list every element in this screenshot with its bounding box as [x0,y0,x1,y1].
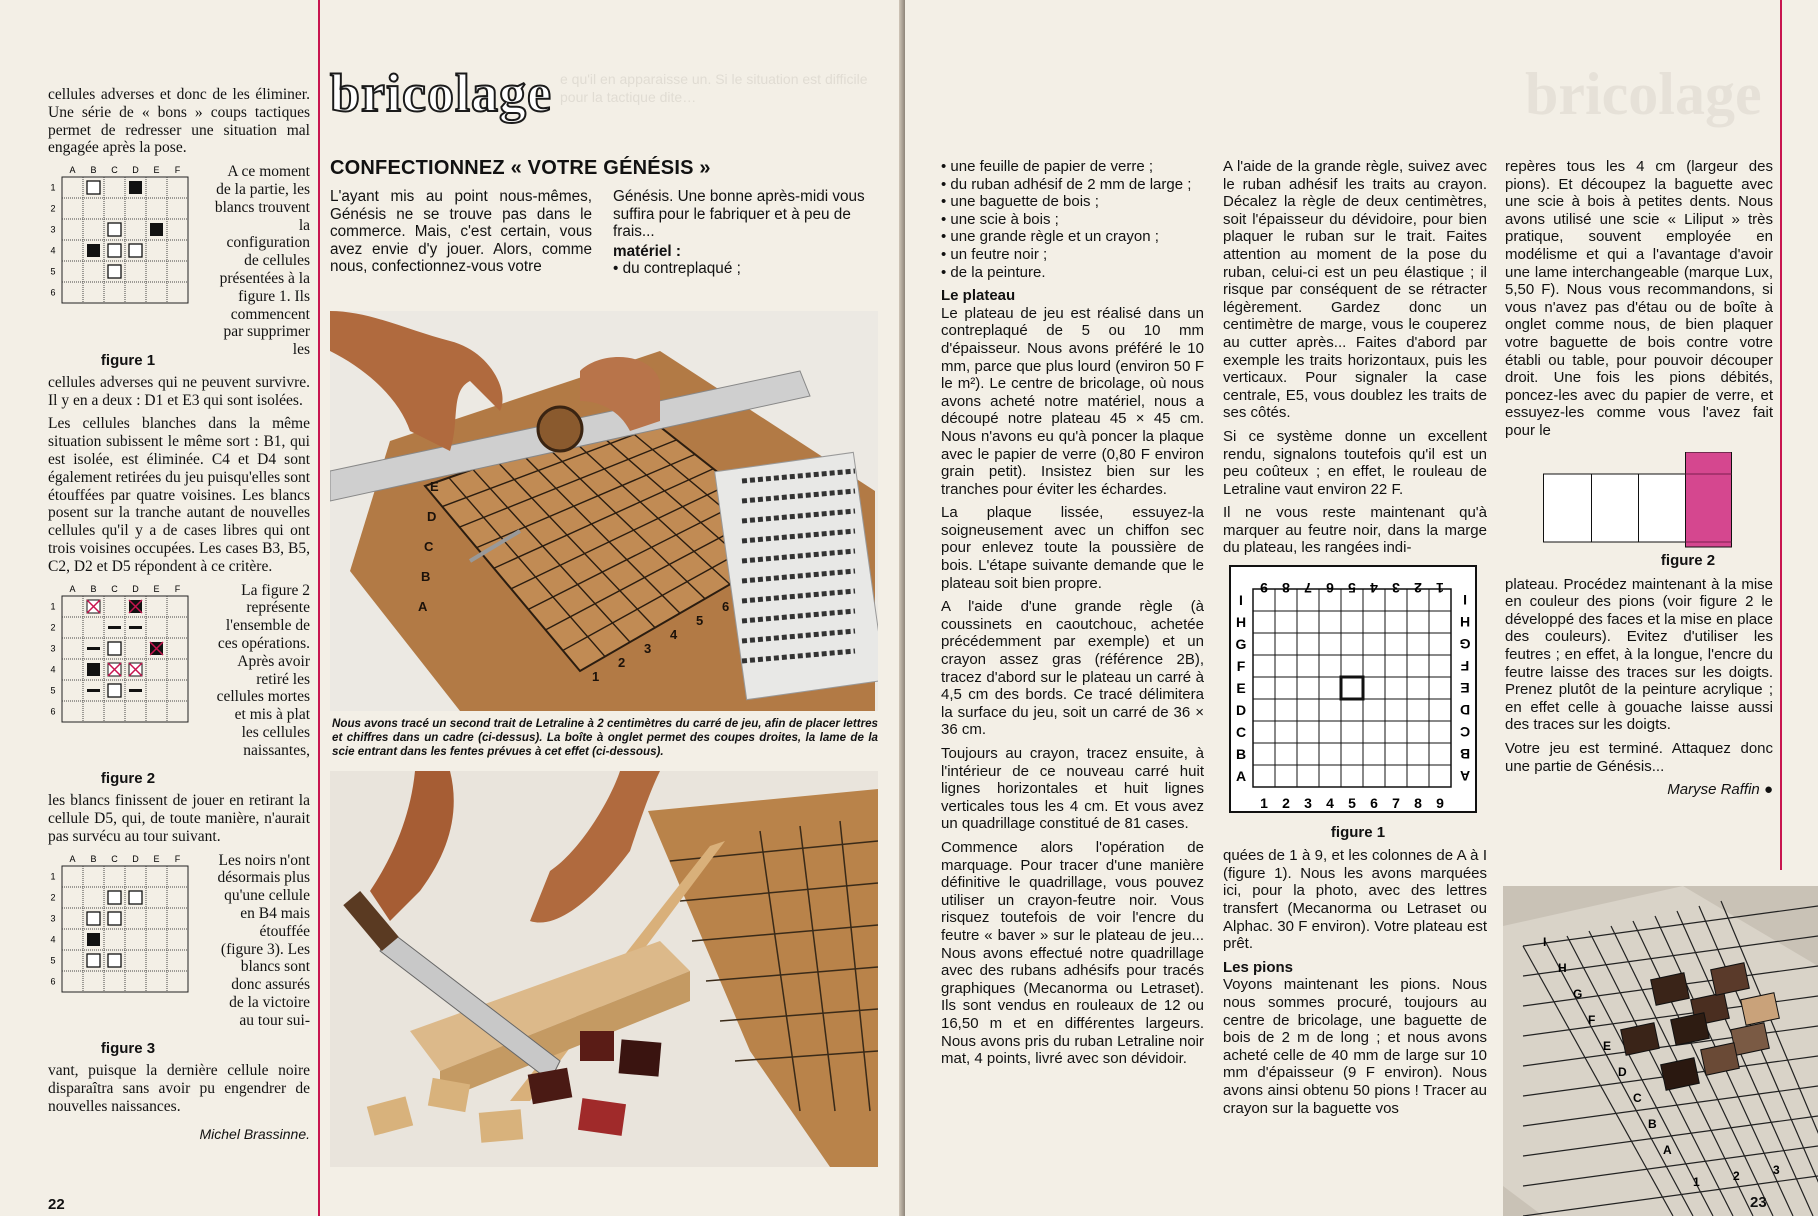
plateau-paragraph-3: A l'aide d'une grande règle (à coussinets en caoutchouc, achetée précédemment par exemple) et un crayon assez gras (référence 2B), tracez d'abord sur le plateau un carré à 4,5 cm des bords. Ce tracé délimitera la surface du jeu, soit un carré de 36 × 36 cm. [941,598,1204,739]
figure3-text: Les noirs n'ont désormais plus qu'une cellule en B4 mais étouffée (figure 3). Les blancs sont donc assurés de la victoire au tour sui- [217,851,310,1029]
board-bottom-number: 7 [1392,795,1400,812]
black-cell [129,181,142,194]
board-letter-transfer: E [430,479,439,494]
figure3-grid [48,852,208,1036]
photo-board-ruler [330,311,878,711]
col3-paragraph-1: repères tous les 4 cm (largeur des pions). Et découpez la baguette avec une scie à bois à petites dents. Nous avons utilisé une scie « Liliput » très pratique, souvent employée en modélisme et qui a l'avantage d'avoir une lame interchangeable (marque Lux, 5,50 F). Nous vous recommandons, si vous n'avez pas d'étau ou de boîte à onglet comme nous, de bien plaquer votre baguette de bois contre votre établi ou table, pour pouvoir découper droit. Une fois les pions débités, poncez-les avec du papier de verre, et essuyez-les comme vous l'avez fait pour le [1505,158,1773,439]
intro-right: Génésis. Une bonne après-midi vous suffira pour le fabriquer et à peu de frais... [613,188,865,241]
materiel-item: • une baguette de bois ; [941,193,1204,211]
figure2-grid [48,582,208,766]
board-bottom-number: 1 [1260,795,1268,812]
board-left-letter: I [1239,592,1243,609]
materiel-item: • une grande règle et un crayon ; [941,228,1204,246]
plateau-heading: Le plateau [941,287,1016,305]
plateau-paragraph-2: La plaque lissée, essuyez-la soigneusement avec un chiffon sec pour enlevez toute la poussière de bois. L'étape suivante demande que le plateau soit bien propre. [941,504,1204,592]
grid-col-label: D [132,165,139,176]
board-number-transfer: 6 [722,599,730,614]
white-cell [108,244,121,257]
grid-row-label: 6 [50,287,56,298]
grid-col-label: C [111,165,118,176]
board-top-number: 9 [1260,580,1268,597]
grid-col-label: B [90,583,97,594]
figure3 [48,852,208,1059]
board-right-letter: E [1460,680,1470,697]
board-bottom-number: 9 [1436,795,1444,812]
black-cell [87,933,100,946]
right-column-1 [941,158,1204,1074]
board-letter: F [1588,1013,1596,1027]
after-figure3-paragraph: vant, puisque la dernière cellule noire disparaîtra sans avoir pu engendrer de nouvelles naissances. [48,1062,310,1115]
photo-board-pions-image [1503,886,1818,1216]
grid-row-label: 5 [50,955,56,966]
board-letter-transfer: D [427,509,437,524]
board-left-letter: A [1235,768,1247,785]
board-right-letter: I [1463,592,1467,609]
board-bottom-number: 3 [1304,795,1312,812]
white-cell [87,912,100,925]
board-number: 3 [1773,1163,1780,1177]
pion-development-figure [1543,452,1773,570]
board-right-letter: D [1459,702,1471,719]
plateau-paragraph-5: Commence alors l'opération de marquage. Pour tracer d'une manière définitive le quadrillage, vous pouvez utiliser un crayon-feutre noir. Vous risquez toutefois de voir l'encre du feutre « baver » sur le plateau de jeu... Nous avons effectué notre quadrillage avec des rubans adhésifs pour tracés graphiques (Mecanorma ou Letraset). Ils sont vendus en rouleaux de 12 ou 16,50 m et en différentes largeurs. Nous avons pris du ruban Letraline noir mat, 4 points, livré avec son dévidoir. [941,838,1204,1068]
board-top-number: 7 [1304,580,1312,597]
photo-saw-mitre [330,771,878,1167]
board-top-number: 2 [1414,580,1422,597]
board-right-letter: A [1459,768,1471,785]
board-bottom-number: 2 [1282,795,1290,812]
board-figure-caption: figure 1 [1330,823,1386,841]
photo-caption: Nous avons tracé un second trait de Letraline à 2 centimètres du carré de jeu, afin de placer lettres et chiffres dans un cadre (ci-dessus). La boîte à onglet permet des coupes droites, la lame de la scie entrant dans les fentes prévues à cet effet (ci-dessous). [332,717,878,758]
materiel-item: • un feutre noir ; [941,246,1204,264]
figure1-text: A ce moment de la partie, les blancs trouvent la configuration de cellules présentées à la figure 1. Ils commencent par supprimer les [214,163,310,359]
board-number-transfer: 5 [696,613,704,628]
white-cell [87,954,100,967]
grid-col-label: E [153,853,160,864]
figure1-grid [48,163,208,347]
figure2-caption: figure 2 [100,770,156,788]
board-number: 1 [1693,1175,1700,1189]
board-letter: E [1603,1039,1612,1053]
white-cells-paragraph: Les cellules blanches dans la même situation subissent le même sort : B1, qui est isolée, est éliminée. C4 et D4 sont également retirées du jeu puisqu'elles sont étouffées par quatre voisines. Les blancs posent sur la tranche autant de nouvelles cellules qu'il y a de cases libres qui ont trois voisines occupées. Les cases B3, B5, C2, D2 et D5 répondent à ce critère. [48,415,310,575]
board-top-number: 5 [1348,580,1356,597]
materiel-first-item: • du contreplaqué ; [613,260,741,278]
grid-col-label: D [132,853,139,864]
figure2-text: La figure 2 représente l'ensemble de ces opérations. Après avoir retiré les cellules mortes et mis à plat les cellules naissantes, [216,581,310,759]
board-left-letter: D [1235,702,1247,719]
left-page [0,0,905,1216]
board-right-letter: H [1459,614,1471,631]
white-cell [108,265,121,278]
column-divider-red [318,0,320,1216]
board-bottom-number: 5 [1348,795,1356,812]
white-cell [108,684,121,697]
materiel-item: • de la peinture. [941,264,1204,282]
board-letter: H [1558,961,1567,975]
white-cell [108,642,121,655]
board-left-letter: E [1236,680,1246,697]
author-signature: Michel Brassinne. [199,1125,310,1142]
board-top-number: 3 [1392,580,1400,597]
grid-row-label: 3 [50,913,56,924]
board-left-letter: C [1235,724,1247,741]
board-frame [1230,566,1476,812]
board-number: 2 [1733,1169,1740,1183]
col2-paragraph-4: quées de 1 à 9, et les colonnes de A à I (figure 1). Nous les avons marquées ici, pour la photo, avec des lettres transfert (Mecanorma ou Letraset ou Alphac. 30 F environ). Votre plateau est prêt. [1223,847,1487,953]
grid-col-label: B [90,165,97,176]
show-through-text: e qu'il en apparaisse un. Si le situation est difficile pour la tactique dite… [560,71,868,105]
white-cell [129,891,142,904]
grid-row-label: 1 [50,871,56,882]
after-figure2-paragraph: les blancs finissent de jouer en retirant la cellule D5, qui, de toute manière, n'aurait pas survécu au tour suivant. [48,792,310,845]
grid-row-label: 6 [50,976,56,987]
grid-row-label: 4 [50,934,56,945]
page-number-right: 23 [1750,1194,1767,1211]
pion-figure-caption: figure 2 [1660,552,1716,570]
board-top-number: 6 [1326,580,1334,597]
board-number-transfer: 4 [670,627,678,642]
right-signature [1505,781,1773,799]
grid-col-label: C [111,853,118,864]
right-column-2 [1223,158,1487,1123]
board-bottom-number: 8 [1414,795,1422,812]
col2-paragraph-3: Il ne vous reste maintenant qu'à marquer au feutre noir, dans la marge du plateau, les rangées indi- [1223,504,1487,557]
figure1-block [48,163,310,374]
intro-left: L'ayant mis au point nous-mêmes, Génésis ne se trouve pas dans le commerce. Mais, c'est certain, vous avez envie d'y jouer. Alors, comme nous, confectionnez-vous votre [330,188,592,276]
photo-board-ruler-image [330,311,878,711]
end-mark-icon: ● [1763,781,1773,799]
white-cell [108,891,121,904]
board-right-letter: B [1459,746,1471,763]
grid-row-label: 1 [50,182,56,193]
materiel-label: matériel : [613,242,682,260]
col2-paragraph-1: A l'aide de la grande règle, suivez avec le ruban adhésif les traits au crayon. Décalez la règle de deux centimètres, soit l'épaisseur du dévidoire, pour bien plaquer le ruban sur le trait. Faites attention au moment de la pose du ruban, celui-ci est un peu élastique ; il risque par conséquent de se rétracter légèrement. Gardez donc un centimètre de marge, vous le couperez au cutter après... Faites d'abord par exemple les traits horizontaux, puis les verticaux. Pour signaler la case centrale, E5, vous doublez les traits de ses côtés. [1223,158,1487,422]
show-through-title: bricolage [1525,61,1762,127]
tape-roll [538,407,582,451]
figure2-block [48,582,310,793]
materiel-item: • du ruban adhésif de 2 mm de large ; [941,176,1204,194]
after-figure1-paragraph: cellules adverses qui ne peuvent survivre. Il y en a deux : D1 et E3 qui sont isolées. [48,373,310,409]
grid-col-label: B [90,853,97,864]
grid-row-label: 4 [50,245,56,256]
col2-paragraph-5: Voyons maintenant les pions. Nous nous sommes procuré, toujours au centre de bricolage, une baguette de bois de 2 m de long ; et nous avons acheté celle de 40 mm de large sur 10 mm d'épaisseur (9 F environ). Nous avons ainsi obtenu 50 pions ! Tracer au crayon sur la baguette vos [1223,976,1487,1117]
grid-col-label: F [174,165,181,176]
board-letter-transfer: A [418,599,428,614]
board-letter-transfer: B [421,569,431,584]
grid-col-label: A [69,853,76,864]
grid-row-label: 5 [50,685,56,696]
materiel-item: • une scie à bois ; [941,211,1204,229]
grid-col-label: A [69,583,76,594]
grid-col-label: E [153,583,160,594]
pions-heading: Les pions [1223,958,1294,976]
game-article-column [48,86,310,1149]
board-top-number: 8 [1282,580,1290,597]
right-page [905,0,1818,1216]
grid-col-label: C [111,583,118,594]
grid-row-label: 4 [50,664,56,675]
page-number-left: 22 [48,1196,65,1213]
photo-board-pions [1503,886,1818,1216]
col2-paragraph-2: Si ce système donne un excellent rendu, signalons toutefois qu'il est un peu coûteux ; en effet, le rouleau de Letraline vaut environ 22 F. [1223,427,1487,498]
black-cell [87,244,100,257]
board-right-letter: C [1459,724,1471,741]
grid-row-label: 3 [50,643,56,654]
board-letter: D [1618,1065,1627,1079]
intro-left-column [330,188,592,282]
figure3-block [48,852,310,1063]
board-diagram [1229,565,1479,815]
grid-col-label: E [153,165,160,176]
pion-development-diagram [1543,452,1733,548]
col3-paragraph-2: plateau. Procédez maintenant à la mise en couleur des pions (voir figure 2 le développé des faces et la mise en place des couleurs). Evitez d'utiliser les feutres ; en effet, à la longue, l'encre du feutre laisse des traces sur les doigts. Prenez plutôt de la peinture acrylique ; en effet celle à gouache laisse aussi des traces sur les doigts. [1505,575,1773,734]
board-left-letter: F [1236,658,1246,675]
board-left-letter: H [1235,614,1247,631]
article-headline: CONFECTIONNEZ « VOTRE GÉNÉSIS » [330,157,711,179]
board-letter: I [1543,935,1547,949]
grid-col-label: D [132,583,139,594]
figure1-caption: figure 1 [100,351,156,369]
board-letter: A [1663,1143,1672,1157]
grid-row-label: 2 [50,622,56,633]
board-bottom-number: 4 [1326,795,1334,812]
board-top-number: 4 [1370,580,1378,597]
photo-saw-mitre-image [330,771,878,1167]
plateau-paragraph-4: Toujours au crayon, tracez ensuite, à l'intérieur de ce nouveau carré huit lignes horizontales et huit lignes verticales tous les 4 cm. Et vous avez un quadrillage constitué de 81 cases. [941,745,1204,833]
board-figure [1229,565,1487,841]
board-letter: G [1573,987,1583,1001]
rubric-title: bricolage [330,63,552,123]
board-letter: B [1648,1117,1657,1131]
right-signature-text: Maryse Raffin [1667,781,1760,799]
board-right-letter: F [1460,658,1470,675]
intro-paragraph: cellules adverses et donc de les éliminer. Une série de « bons » coups tactiques permet de redresser une situation mal engagée après la pose. [48,86,310,157]
figure1 [48,163,208,370]
grid-row-label: 3 [50,224,56,235]
board-bottom-number: 6 [1370,795,1378,812]
figure2 [48,582,208,789]
grid-col-label: F [174,583,181,594]
figure3-caption: figure 3 [100,1040,156,1058]
right-column-3 [1505,158,1773,805]
board-letter: C [1633,1091,1642,1105]
board-number-transfer: 3 [644,641,652,656]
grid-col-label: F [174,853,181,864]
white-cell [108,954,121,967]
board-left-letter: G [1235,636,1247,653]
black-cell [87,663,100,676]
white-cell [108,223,121,236]
white-cell [129,244,142,257]
grid-row-label: 5 [50,266,56,277]
grid-row-label: 2 [50,203,56,214]
grid-row-label: 1 [50,601,56,612]
grid-row-label: 2 [50,892,56,903]
white-cell [108,912,121,925]
board-letter-transfer: C [424,539,434,554]
intro-right-column [613,188,879,278]
materiel-first-text: du contreplaqué ; [622,260,741,278]
grid-row-label: 6 [50,706,56,717]
black-cell [150,223,163,236]
white-cell [87,181,100,194]
board-number-transfer: 2 [618,655,626,670]
grid-col-label: A [69,165,76,176]
plateau-paragraph-1: Le plateau de jeu est réalisé dans un contreplaqué de 5 ou 10 mm d'épaisseur. Nous avons préféré le 10 mm, parce que plus lourd (environ 50 F le m²). Le centre de bricolage, où nous avons acheté notre matériel, nous a découpé notre plateau 45 × 45 cm. Nous n'avons eu qu'à poncer la plaque avec le papier de verre (0,80 F environ grain petit). Insistez bien sur les tranches pour éviter les échardes. [941,304,1204,498]
board-top-number: 1 [1436,580,1444,597]
materiel-item: • une feuille de papier de verre ; [941,158,1204,176]
col3-paragraph-3: Votre jeu est terminé. Attaquez donc une partie de Génésis... [1505,740,1773,775]
board-number-transfer: 1 [592,669,600,684]
materiel-list [941,158,1204,281]
board-right-letter: G [1459,636,1471,653]
board-left-letter: B [1235,746,1247,763]
right-edge-red-line [1780,0,1782,870]
